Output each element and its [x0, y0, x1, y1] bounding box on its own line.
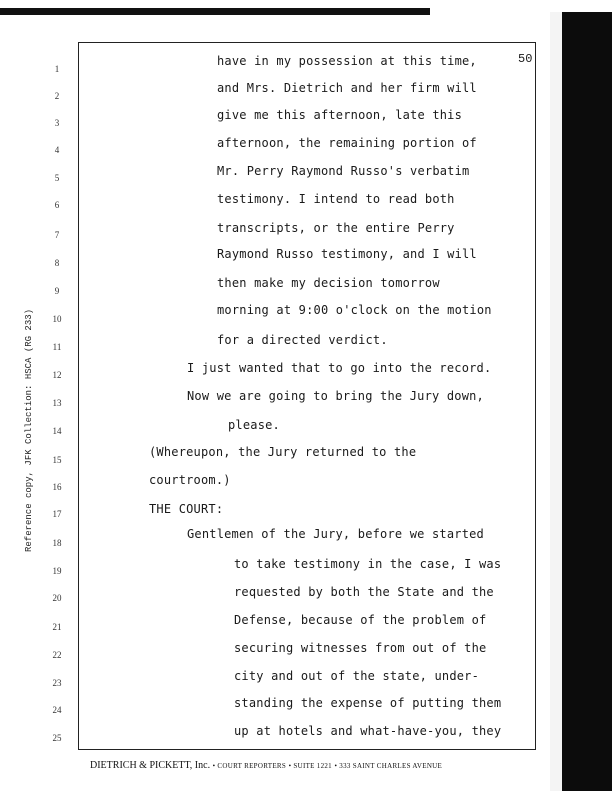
line-number: 24	[52, 705, 62, 715]
line-number: 25	[52, 733, 62, 743]
transcript-line: and Mrs. Dietrich and her firm will	[217, 81, 477, 95]
transcript-line: (Whereupon, the Jury returned to the	[149, 445, 417, 459]
transcript-line: have in my possession at this time,	[217, 54, 477, 68]
footer-role: COURT REPORTERS	[217, 762, 287, 770]
transcript-line: Defense, because of the problem of	[234, 613, 487, 627]
transcript-line: standing the expense of putting them	[234, 696, 502, 710]
line-number: 4	[54, 145, 60, 155]
right-edge-bar	[562, 12, 612, 791]
line-number: 20	[52, 593, 62, 603]
transcript-line: testimony. I intend to read both	[217, 192, 455, 206]
transcript-line: please.	[228, 418, 280, 432]
top-edge-bar	[0, 8, 430, 15]
transcript-line: I just wanted that to go into the record.	[187, 361, 492, 375]
transcript-line: afternoon, the remaining portion of	[217, 136, 477, 150]
line-number: 2	[54, 91, 60, 101]
footer-dot: •	[334, 762, 340, 770]
line-number: 6	[54, 200, 60, 210]
line-number: 16	[52, 482, 62, 492]
footer-suite: SUITE 1221	[293, 762, 332, 770]
transcript-line: city and out of the state, under-	[234, 669, 480, 683]
transcript-line: Mr. Perry Raymond Russo's verbatim	[217, 164, 470, 178]
line-number: 19	[52, 566, 62, 576]
line-number: 8	[54, 258, 60, 268]
transcript-line: morning at 9:00 o'clock on the motion	[217, 303, 492, 317]
reference-stamp: Reference copy, JFK Collection: HSCA (RG 233)	[24, 308, 34, 552]
line-number: 17	[52, 509, 62, 519]
line-number: 14	[52, 426, 62, 436]
line-number: 9	[54, 286, 60, 296]
page-number: 50	[518, 52, 533, 66]
transcript-line: up at hotels and what-have-you, they	[234, 724, 502, 738]
reporter-footer	[90, 760, 550, 771]
line-number: 15	[52, 455, 62, 465]
line-number: 12	[52, 370, 62, 380]
line-number: 22	[52, 650, 62, 660]
line-number: 3	[54, 118, 60, 128]
transcript-line: courtroom.)	[149, 473, 231, 487]
transcript-line: give me this afternoon, late this	[217, 108, 463, 122]
line-number: 1	[54, 64, 60, 74]
transcript-line: for a directed verdict.	[217, 333, 388, 347]
footer-dot: •	[212, 762, 218, 770]
footer-company: DIETRICH & PICKETT, Inc.	[90, 760, 211, 771]
transcript-line: to take testimony in the case, I was	[234, 557, 502, 571]
transcript-line: requested by both the State and the	[234, 585, 494, 599]
line-number: 11	[52, 342, 62, 352]
transcript-line: Raymond Russo testimony, and I will	[217, 247, 477, 261]
transcript-line: THE COURT:	[149, 502, 224, 516]
transcript-line: securing witnesses from out of the	[234, 641, 487, 655]
line-number: 7	[54, 230, 60, 240]
line-number: 13	[52, 398, 62, 408]
line-number: 18	[52, 538, 62, 548]
transcript-line: then make my decision tomorrow	[217, 276, 440, 290]
transcript-line: transcripts, or the entire Perry	[217, 221, 455, 235]
line-number: 10	[52, 314, 62, 324]
line-number: 5	[54, 173, 60, 183]
footer-dot: •	[288, 762, 294, 770]
line-number: 21	[52, 622, 62, 632]
transcript-line: Now we are going to bring the Jury down,	[187, 389, 484, 403]
line-number: 23	[52, 678, 62, 688]
footer-address: 333 SAINT CHARLES AVENUE	[339, 762, 443, 770]
transcript-line: Gentlemen of the Jury, before we started	[187, 527, 484, 541]
